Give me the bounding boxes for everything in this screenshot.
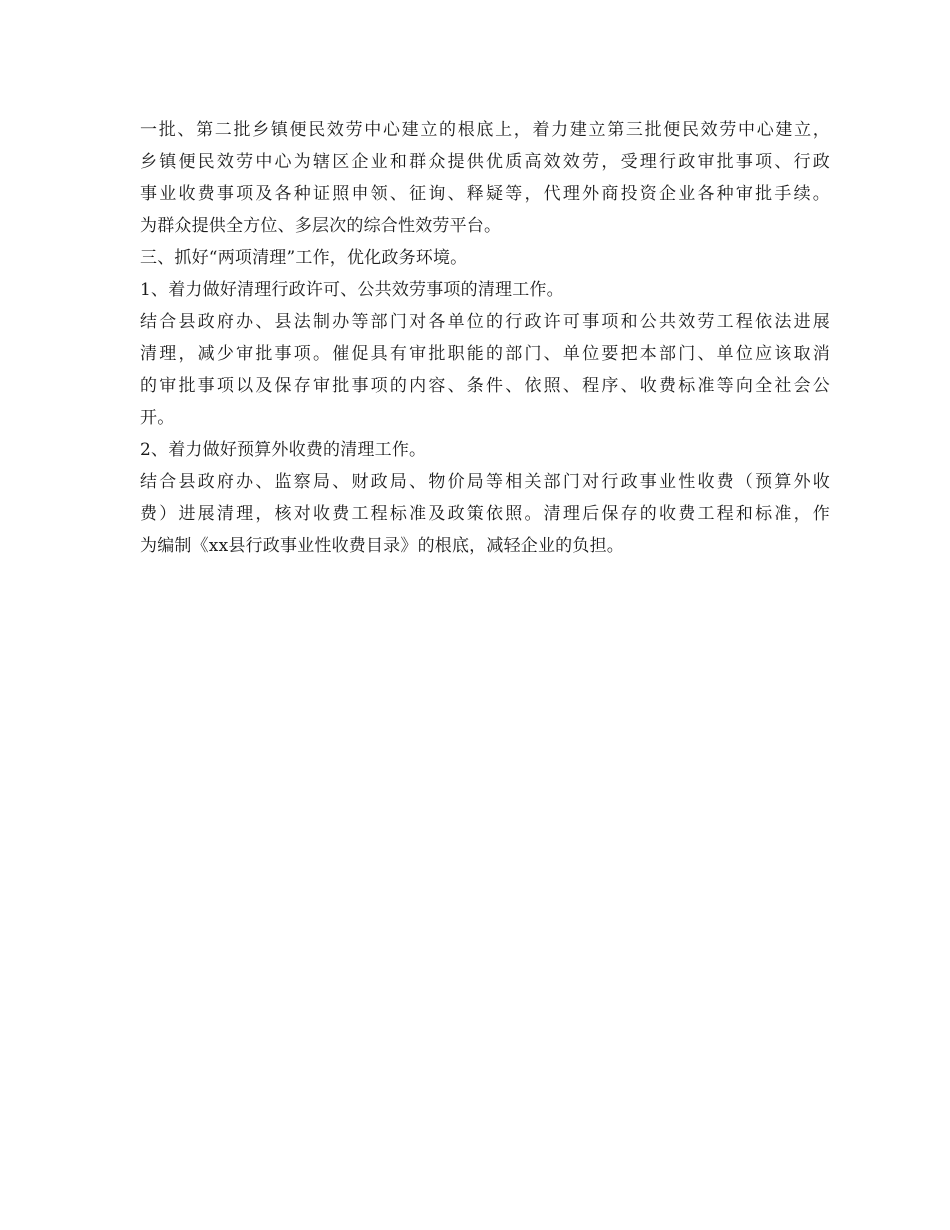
text-line: 的审批事项以及保存审批事项的内容、条件、依照、程序、收费标准等向全社会公 [140, 376, 830, 396]
subheading-two [140, 434, 830, 466]
heading-line: 2、着力做好预算外收费的清理工作。 [140, 440, 427, 460]
section-heading-three [140, 242, 830, 274]
text-line: 一批、第二批乡镇便民效劳中心建立的根底上，着力建立第三批便民效劳中心建立， [140, 120, 830, 140]
text-line: 为编制《xx县行政事业性收费目录》的根底，减轻企业的负担。 [140, 536, 624, 556]
text-line: 乡镇便民效劳中心为辖区企业和群众提供优质高效效劳，受理行政审批事项、行政 [140, 152, 830, 172]
paragraph-permit-cleanup [140, 306, 830, 434]
text-line: 清理，减少审批事项。催促具有审批职能的部门、单位要把本部门、单位应该取消 [140, 344, 830, 364]
subheading-one [140, 274, 830, 306]
paragraph-fee-cleanup [140, 466, 830, 562]
text-line: 费）进展清理，核对收费工程标准及政策依照。清理后保存的收费工程和标准，作 [140, 504, 830, 524]
paragraph-service-centers [140, 114, 830, 242]
document-body [140, 114, 830, 562]
text-line: 结合县政府办、县法制办等部门对各单位的行政许可事项和公共效劳工程依法进展 [140, 312, 830, 332]
text-line: 为群众提供全方位、多层次的综合性效劳平台。 [140, 216, 502, 236]
text-line: 结合县政府办、监察局、财政局、物价局等相关部门对行政事业性收费（预算外收 [140, 472, 830, 492]
heading-line: 三、抓好“两项清理”工作，优化政务环境。 [140, 248, 468, 268]
heading-line: 1、着力做好清理行政许可、公共效劳事项的清理工作。 [140, 280, 564, 300]
text-line: 事业收费事项及各种证照申领、征询、释疑等，代理外商投资企业各种审批手续。 [140, 184, 830, 204]
text-line: 开。 [140, 408, 175, 428]
